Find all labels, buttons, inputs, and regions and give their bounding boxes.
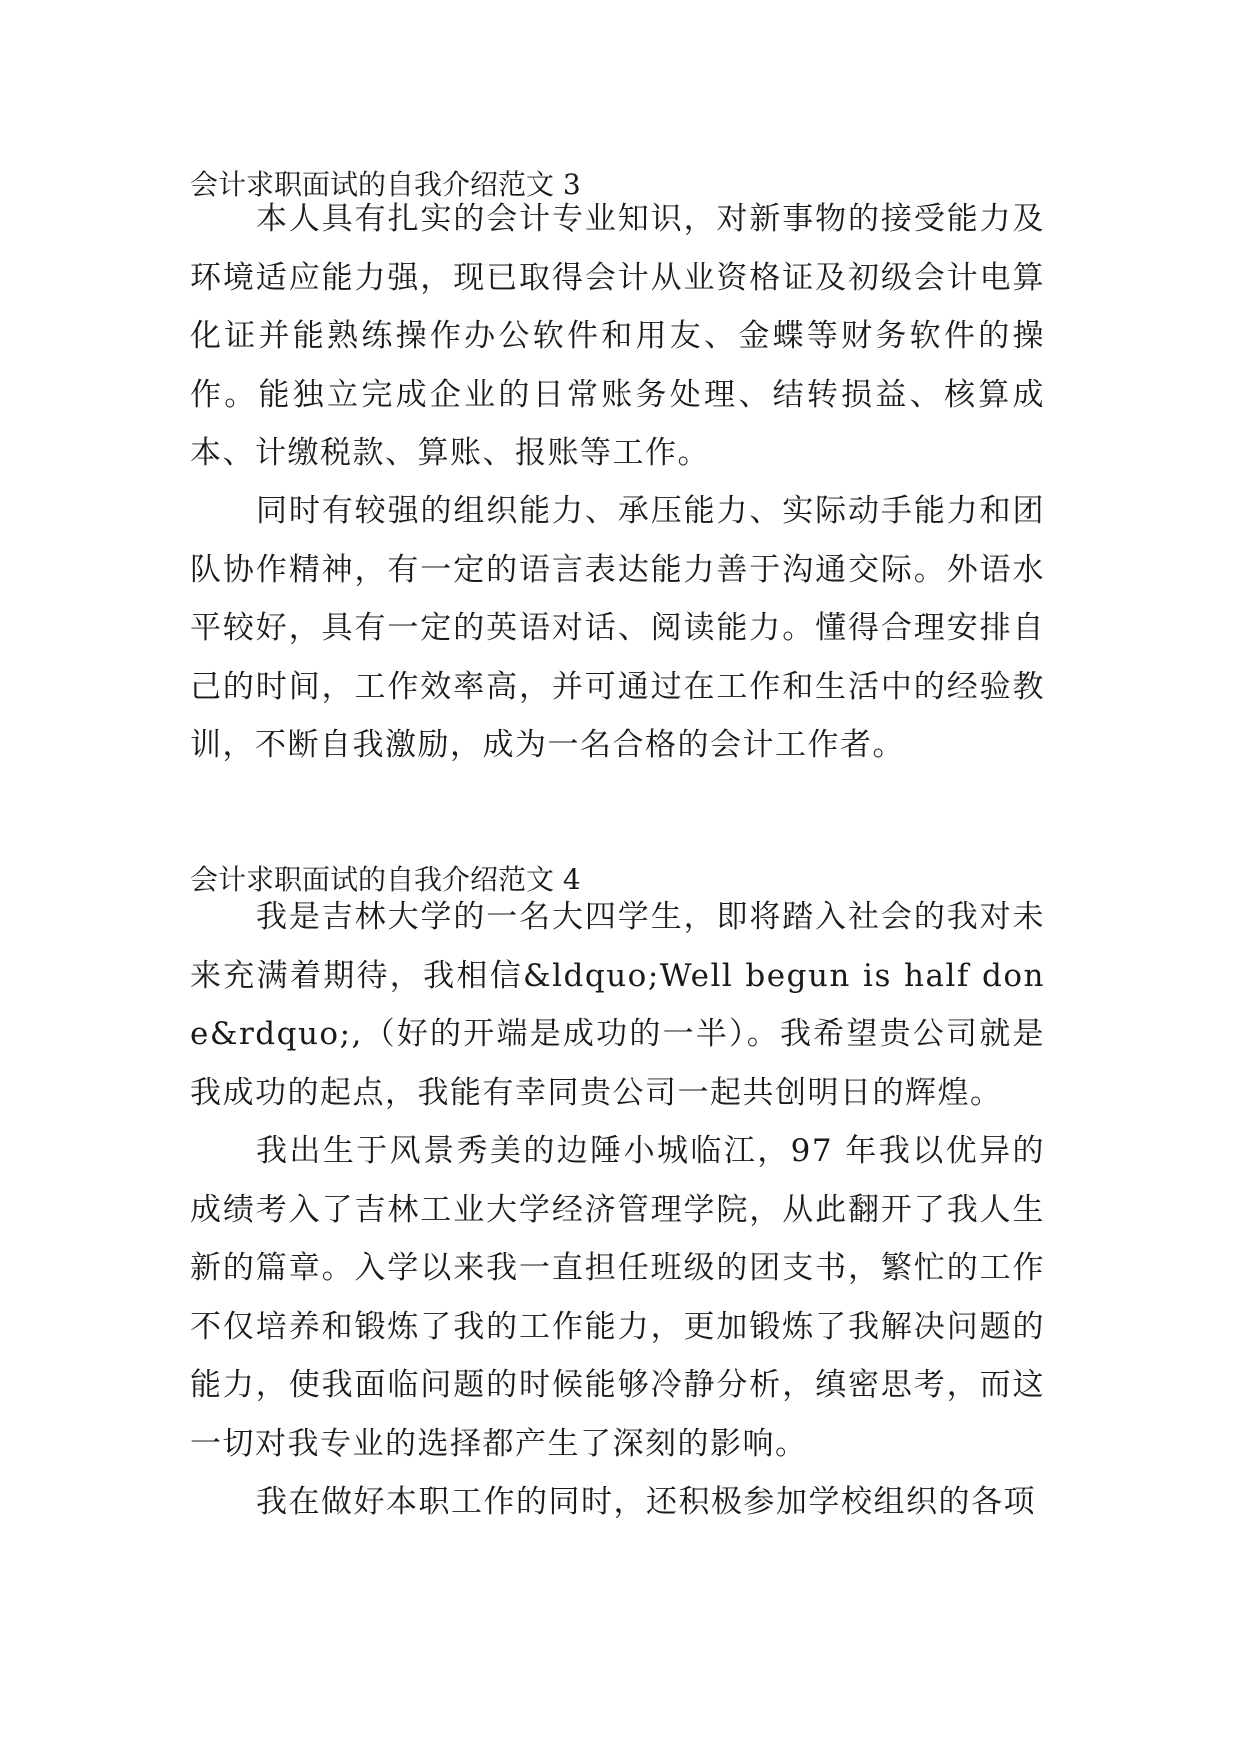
paragraph-background: 我出生于风景秀美的边陲小城临江，97 年我以优异的成绩考入了吉林工业大学经济管理学院，从此翻开了我人生新的篇章。入学以来我一直担任班级的团支书，繁忙的工作不仅培养和锻炼了我的工作能力，更加锻炼了我解决问题的能力，使我面临问题的时候能够冷静分析，缜密思考，而这一切对我专业的选择都产生了深刻的影响。 xyxy=(190,1133,1045,1462)
section-heading-4: 会计求职面试的自我介绍范文 4 xyxy=(190,863,581,896)
paragraph-introduction: 我是吉林大学的一名大四学生，即将踏入社会的我对未来充满着期待，我相信&ldquo;Well begun is half done&rdquo;,（好的开端是成功的一半）。我希望贵公司就是我成功的起点，我能有幸同贵公司一起共创明日的辉煌。 xyxy=(190,899,1045,1111)
section-heading-3: 会计求职面试的自我介绍范文 3 xyxy=(190,168,581,201)
paragraph-abilities: 同时有较强的组织能力、承压能力、实际动手能力和团队协作精神，有一定的语言表达能力善于沟通交际。外语水平较好，具有一定的英语对话、阅读能力。懂得合理安排自己的时间，工作效率高，并可通过在工作和生活中的经验教训，不断自我激励，成为一名合格的会计工作者。 xyxy=(190,493,1045,763)
paragraph-skills: 本人具有扎实的会计专业知识，对新事物的接受能力及环境适应能力强，现已取得会计从业资格证及初级会计电算化证并能熟练操作办公软件和用友、金蝶等财务软件的操作。能独立完成企业的日常账务处理、结转损益、核算成本、计缴税款、算账、报账等工作。 xyxy=(190,201,1045,471)
paragraph-activities: 我在做好本职工作的同时，还积极参加学校组织的各项 xyxy=(256,1484,1036,1520)
